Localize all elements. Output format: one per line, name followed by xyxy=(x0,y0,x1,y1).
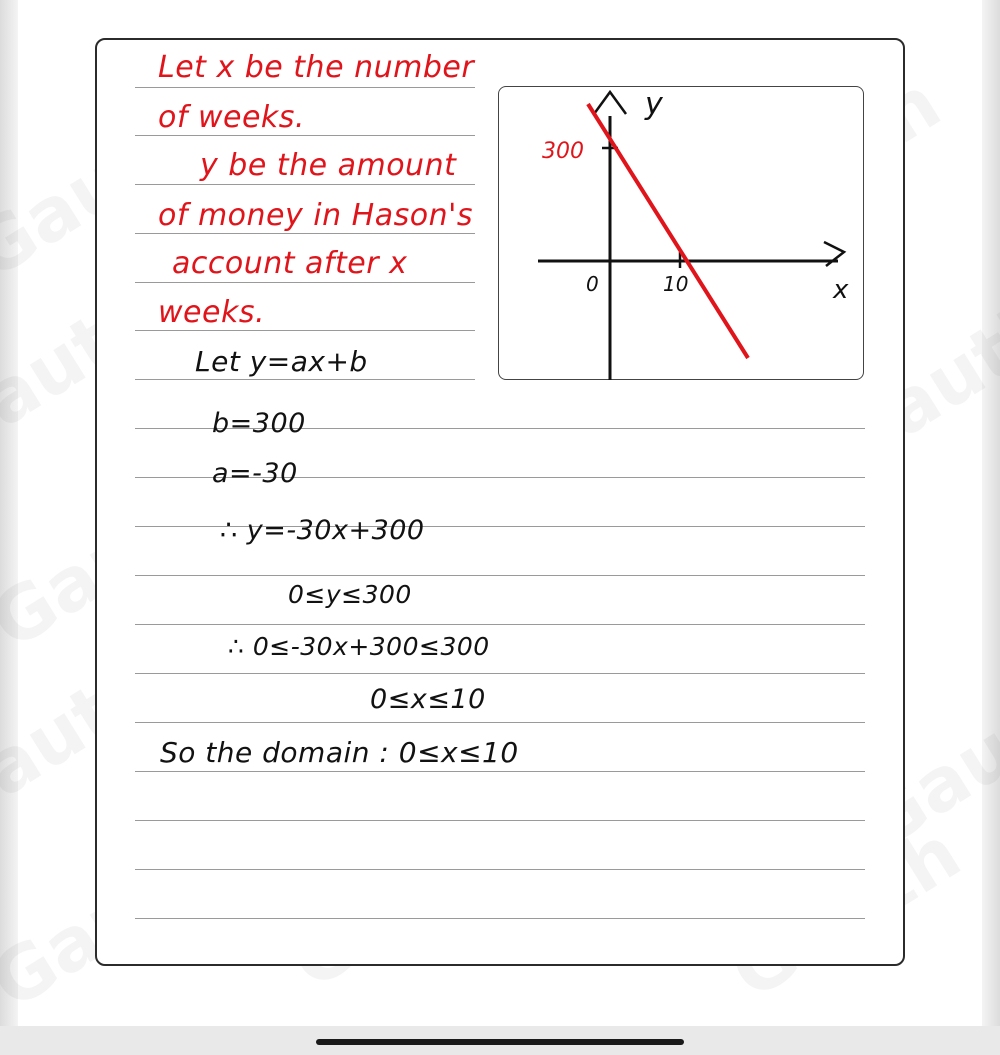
working-line: a=-30 xyxy=(212,458,298,489)
x-axis-label: x xyxy=(833,275,849,305)
ruled-line xyxy=(135,869,865,870)
ruled-line xyxy=(135,722,865,723)
definition-line: of weeks. xyxy=(158,100,305,135)
y-axis-arrow-icon xyxy=(594,92,626,114)
ruled-line xyxy=(135,820,865,821)
domain-conclusion: So the domain : 0≤x≤10 xyxy=(160,736,519,769)
definition-line: account after x xyxy=(172,246,408,281)
working-line: Let y=ax+b xyxy=(195,345,368,378)
left-page-shadow xyxy=(0,0,18,1030)
ruled-line xyxy=(135,673,865,674)
ruled-line xyxy=(135,918,865,919)
home-indicator[interactable] xyxy=(316,1039,684,1045)
ruled-line xyxy=(135,379,475,380)
linear-graph xyxy=(498,86,864,380)
y-tick-label: 300 xyxy=(542,139,584,164)
function-line xyxy=(588,104,748,358)
definition-line: weeks. xyxy=(158,295,265,330)
right-page-shadow xyxy=(982,0,1000,1030)
ruled-line xyxy=(135,135,475,136)
ruled-line xyxy=(135,624,865,625)
definition-line: y be the amount xyxy=(200,148,457,183)
working-line: b=300 xyxy=(212,408,306,439)
ruled-line xyxy=(135,575,865,576)
ruled-line xyxy=(135,184,475,185)
ruled-line xyxy=(135,233,475,234)
working-line: ∴ 0≤-30x+300≤300 xyxy=(228,632,490,661)
origin-label: 0 xyxy=(586,272,599,296)
definition-line: of money in Hason's xyxy=(158,198,473,233)
working-line: 0≤x≤10 xyxy=(370,684,486,715)
definition-line: Let x be the number xyxy=(158,50,475,85)
working-line: ∴ y=-30x+300 xyxy=(220,515,425,546)
ruled-line xyxy=(135,87,475,88)
ruled-line xyxy=(135,771,865,772)
working-line: 0≤y≤300 xyxy=(288,580,412,609)
y-axis-label: y xyxy=(645,87,663,122)
ruled-line xyxy=(135,282,475,283)
ruled-line xyxy=(135,330,475,331)
x-tick-label: 10 xyxy=(663,272,689,296)
